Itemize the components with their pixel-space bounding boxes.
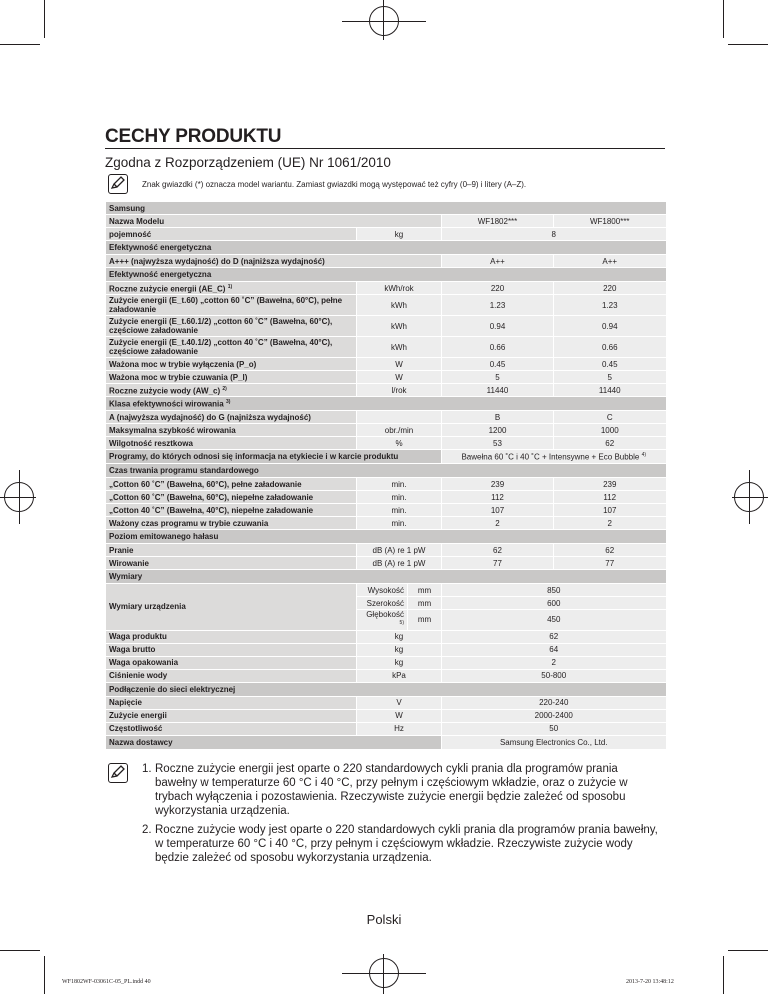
row-value: 50-800: [442, 669, 666, 682]
row-unit: Hz: [357, 722, 442, 735]
registration-line: [0, 497, 36, 498]
registration-line: [732, 497, 768, 498]
row-label: Ważona moc w trybie wyłączenia (P_o): [106, 358, 357, 371]
footnote-ref: 3): [225, 399, 231, 406]
table-row: [106, 709, 666, 722]
dimension-unit: mm: [408, 610, 442, 631]
row-unit: min.: [357, 517, 442, 530]
specification-table: [105, 201, 666, 749]
table-row: [106, 282, 666, 295]
table-row: [106, 517, 666, 530]
row-label: Ciśnienie wody: [106, 669, 357, 682]
row-value-1: 5: [442, 371, 554, 384]
footnote-ref: 4): [641, 452, 647, 459]
table-row: [106, 424, 666, 437]
table-row: [106, 268, 666, 282]
section-header: Poziom emitowanego hałasu: [106, 530, 666, 544]
table-row: [106, 557, 666, 570]
energy-class-label: A+++ (najwyższa wydajność) do D (najniższa wydajność): [106, 255, 442, 268]
row-value-2: 239: [554, 478, 666, 491]
page-subtitle: Zgodna z Rozporządzeniem (UE) Nr 1061/2010: [105, 155, 391, 170]
row-value-2: 1.23: [554, 295, 666, 316]
page-title: CECHY PRODUKTU: [105, 126, 282, 147]
row-value-2: 11440: [554, 384, 666, 397]
crop-mark: [44, 956, 45, 994]
row-value: 62: [442, 630, 666, 643]
registration-line: [342, 973, 426, 974]
row-label: Ważona moc w trybie czuwania (P_l): [106, 371, 357, 384]
row-value: 50: [442, 722, 666, 735]
row-value: 64: [442, 643, 666, 656]
row-value-1: B: [442, 411, 554, 424]
section-header: Podłączenie do sieci elektrycznej: [106, 682, 666, 696]
section-header: Wymiary: [106, 570, 666, 584]
model-1: WF1802***: [442, 215, 554, 228]
page-language: Polski: [366, 912, 402, 927]
row-value-1: 0.45: [442, 358, 554, 371]
dimension-value: 850: [442, 584, 666, 597]
table-row: [106, 295, 666, 316]
supplier-value: Samsung Electronics Co., Ltd.: [442, 735, 666, 749]
table-row: [106, 384, 666, 397]
dimension-name: [357, 610, 408, 631]
table-row: [106, 358, 666, 371]
row-unit: W: [357, 371, 442, 384]
variant-note: Znak gwiazdki (*) oznacza model wariantu. Zamiast gwiazdki mogą występować też cyfry (0–9) i litery (A–Z).: [142, 180, 527, 189]
table-row: [106, 255, 666, 268]
dimension-name-text: Głębokość: [366, 610, 404, 619]
row-value-1: 11440: [442, 384, 554, 397]
slug-timestamp: 2013-7-20 13:48:12: [626, 979, 674, 985]
row-value-2: 220: [554, 282, 666, 295]
row-unit: kWh: [357, 337, 442, 358]
table-row: [106, 735, 666, 749]
table-row: [106, 696, 666, 709]
row-unit: [357, 411, 442, 424]
row-unit: l/rok: [357, 384, 442, 397]
table-row: [106, 371, 666, 384]
registration-line: [749, 470, 750, 524]
row-value-2: 0.94: [554, 316, 666, 337]
row-unit: min.: [357, 478, 442, 491]
programs-label: Programy, do których odnosi się informacja na etykiecie i w karcie produktu: [106, 450, 442, 464]
footnote-number: 2.: [142, 824, 152, 836]
crop-mark: [0, 44, 40, 45]
section-header: Czas trwania programu standardowego: [106, 464, 666, 478]
footnote-ref: 5): [399, 620, 404, 626]
footnotes: [142, 762, 662, 870]
title-divider: [105, 148, 665, 149]
row-label: Ważony czas programu w trybie czuwania: [106, 517, 357, 530]
row-unit: min.: [357, 504, 442, 517]
dimension-unit: mm: [408, 597, 442, 610]
dimension-unit: mm: [408, 584, 442, 597]
crop-mark: [728, 950, 768, 951]
table-row: [106, 202, 666, 215]
row-unit: kg: [357, 643, 442, 656]
row-unit: V: [357, 696, 442, 709]
row-value-1: 239: [442, 478, 554, 491]
slug-file-name: WF1802WF-03061C-05_PL.indd 40: [62, 979, 151, 985]
row-label: Zużycie energii (E_t.60) „cotton 60 ˚C” (Bawełna, 60°C), pełne załadowanie: [106, 295, 357, 316]
row-unit: kWh/rok: [357, 282, 442, 295]
footnote-item: [142, 823, 662, 865]
row-label: Napięcie: [106, 696, 357, 709]
section-header-text: Klasa efektywności wirowania: [109, 399, 224, 409]
row-value-2: 5: [554, 371, 666, 384]
table-row: [106, 411, 666, 424]
row-value-2: 0.66: [554, 337, 666, 358]
footnote-number: 1.: [142, 763, 152, 775]
row-value-1: 77: [442, 557, 554, 570]
row-value-2: 107: [554, 504, 666, 517]
row-label: Wilgotność resztkowa: [106, 437, 357, 450]
row-value-2: 62: [554, 544, 666, 557]
row-label: Waga opakowania: [106, 656, 357, 669]
row-label: Zużycie energii: [106, 709, 357, 722]
crop-mark: [728, 44, 768, 45]
dimension-name: Wysokość: [357, 584, 408, 597]
table-row: [106, 504, 666, 517]
table-row: [106, 530, 666, 544]
row-label: Wirowanie: [106, 557, 357, 570]
row-label: Pranie: [106, 544, 357, 557]
row-value-1: 107: [442, 504, 554, 517]
table-row: [106, 241, 666, 255]
row-unit: kWh: [357, 316, 442, 337]
row-label: „Cotton 60 ˚C” (Bawełna, 60°C), niepełne załadowanie: [106, 491, 357, 504]
table-row: [106, 544, 666, 557]
row-label: Zużycie energii (E_t.60.1/2) „cotton 60 ˚C” (Bawełna, 60°C), częściowe załadowanie: [106, 316, 357, 337]
table-row: [106, 464, 666, 478]
footnote-text: Roczne zużycie energii jest oparte o 220 standardowych cykli prania dla programów prania bawełny w temperaturze 60 °C i 40 °C, przy pełnym i częściowym wkładzie, oraz o zużycie w trybach wyłączenia i pozostawienia. Rzeczywiste zużycie energii będzie zależeć od sposobu wykorzystania urządzenia.: [155, 763, 628, 817]
row-label: [106, 384, 357, 397]
row-label-text: Roczne zużycie energii (AE_C): [109, 284, 226, 294]
dimension-name: Szerokość: [357, 597, 408, 610]
row-value: 2: [442, 656, 666, 669]
row-label-text: Roczne zużycie wody (AW_c): [109, 386, 221, 396]
row-value-1: 220: [442, 282, 554, 295]
row-label: [106, 282, 357, 295]
row-value-1: 0.94: [442, 316, 554, 337]
registration-line: [342, 21, 426, 22]
crop-mark: [44, 0, 45, 38]
table-row: [106, 228, 666, 241]
row-unit: min.: [357, 491, 442, 504]
model-label: Nazwa Modelu: [106, 215, 442, 228]
footnote-ref: 1): [227, 283, 233, 290]
brand-header: Samsung: [106, 202, 666, 215]
row-label: Waga produktu: [106, 630, 357, 643]
table-row: [106, 337, 666, 358]
row-unit: dB (A) re 1 pW: [357, 557, 442, 570]
energy-class-v1: A++: [442, 255, 554, 268]
table-row: [106, 570, 666, 584]
registration-line: [383, 0, 384, 40]
table-row: [106, 437, 666, 450]
table-row: [106, 722, 666, 735]
table-row: [106, 669, 666, 682]
table-row: [106, 630, 666, 643]
table-row: [106, 584, 666, 597]
table-row: [106, 643, 666, 656]
programs-value-text: Bawełna 60 ˚C i 40 ˚C + Intensywne + Eco Bubble: [461, 452, 640, 462]
table-row: [106, 682, 666, 696]
row-value-2: 62: [554, 437, 666, 450]
row-label: Zużycie energii (E_t.40.1/2) „cotton 40 ˚C” (Bawełna, 40°C), częściowe załadowanie: [106, 337, 357, 358]
row-value-1: 1.23: [442, 295, 554, 316]
table-row: [106, 215, 666, 228]
row-label: Częstotliwość: [106, 722, 357, 735]
row-label: A (najwyższa wydajność) do G (najniższa wydajność): [106, 411, 357, 424]
row-value-1: 0.66: [442, 337, 554, 358]
dimension-value: 450: [442, 610, 666, 631]
row-value-1: 1200: [442, 424, 554, 437]
capacity-label: pojemność: [106, 228, 357, 241]
row-label: Waga brutto: [106, 643, 357, 656]
row-unit: dB (A) re 1 pW: [357, 544, 442, 557]
row-value-2: 77: [554, 557, 666, 570]
row-label: Maksymalna szybkość wirowania: [106, 424, 357, 437]
dimensions-label: Wymiary urządzenia: [106, 584, 357, 631]
crop-mark: [723, 956, 724, 994]
row-value-2: 2: [554, 517, 666, 530]
table-row: [106, 656, 666, 669]
crop-mark: [0, 950, 40, 951]
note-pencil-icon: [108, 763, 128, 783]
row-value-2: C: [554, 411, 666, 424]
row-value-1: 53: [442, 437, 554, 450]
table-row: [106, 397, 666, 411]
row-unit: W: [357, 709, 442, 722]
row-unit: obr./min: [357, 424, 442, 437]
row-unit: kPa: [357, 669, 442, 682]
capacity-unit: kg: [357, 228, 442, 241]
row-label: „Cotton 60 ˚C” (Bawełna, 60°C), pełne załadowanie: [106, 478, 357, 491]
footnote-ref: 2): [222, 385, 227, 392]
row-value: 2000-2400: [442, 709, 666, 722]
row-unit: kg: [357, 656, 442, 669]
row-unit: W: [357, 358, 442, 371]
section-header: [106, 397, 666, 411]
row-label: „Cotton 40 ˚C” (Bawełna, 40°C), niepełne załadowanie: [106, 504, 357, 517]
table-row: [106, 491, 666, 504]
capacity-value: 8: [442, 228, 666, 241]
row-value-2: 112: [554, 491, 666, 504]
registration-line: [383, 954, 384, 994]
model-2: WF1800***: [554, 215, 666, 228]
row-unit: kWh: [357, 295, 442, 316]
dimension-value: 600: [442, 597, 666, 610]
table-row: [106, 450, 666, 464]
note-pencil-icon: [108, 174, 128, 194]
footnote-item: [142, 762, 662, 818]
row-value-2: 0.45: [554, 358, 666, 371]
footnote-text: Roczne zużycie wody jest oparte o 220 standardowych cykli prania dla programów prania bawełny, w temperaturze 60 °C i 40 °C, przy pełnym i częściowym wkładzie. Rzeczywiste zużycie wody będzie zależeć od sposobu wykorzystania urządzenia.: [155, 824, 658, 864]
registration-line: [19, 470, 20, 524]
row-value-2: 1000: [554, 424, 666, 437]
row-value: 220-240: [442, 696, 666, 709]
row-unit: %: [357, 437, 442, 450]
crop-mark: [723, 0, 724, 38]
energy-class-v2: A++: [554, 255, 666, 268]
row-value-1: 2: [442, 517, 554, 530]
table-row: [106, 316, 666, 337]
row-value-1: 112: [442, 491, 554, 504]
supplier-label: Nazwa dostawcy: [106, 735, 442, 749]
programs-value: [442, 450, 666, 464]
table-row: [106, 478, 666, 491]
row-unit: kg: [357, 630, 442, 643]
section-header: Efektywność energetyczna: [106, 241, 666, 255]
section-header: Efektywność energetyczna: [106, 268, 666, 282]
row-value-1: 62: [442, 544, 554, 557]
